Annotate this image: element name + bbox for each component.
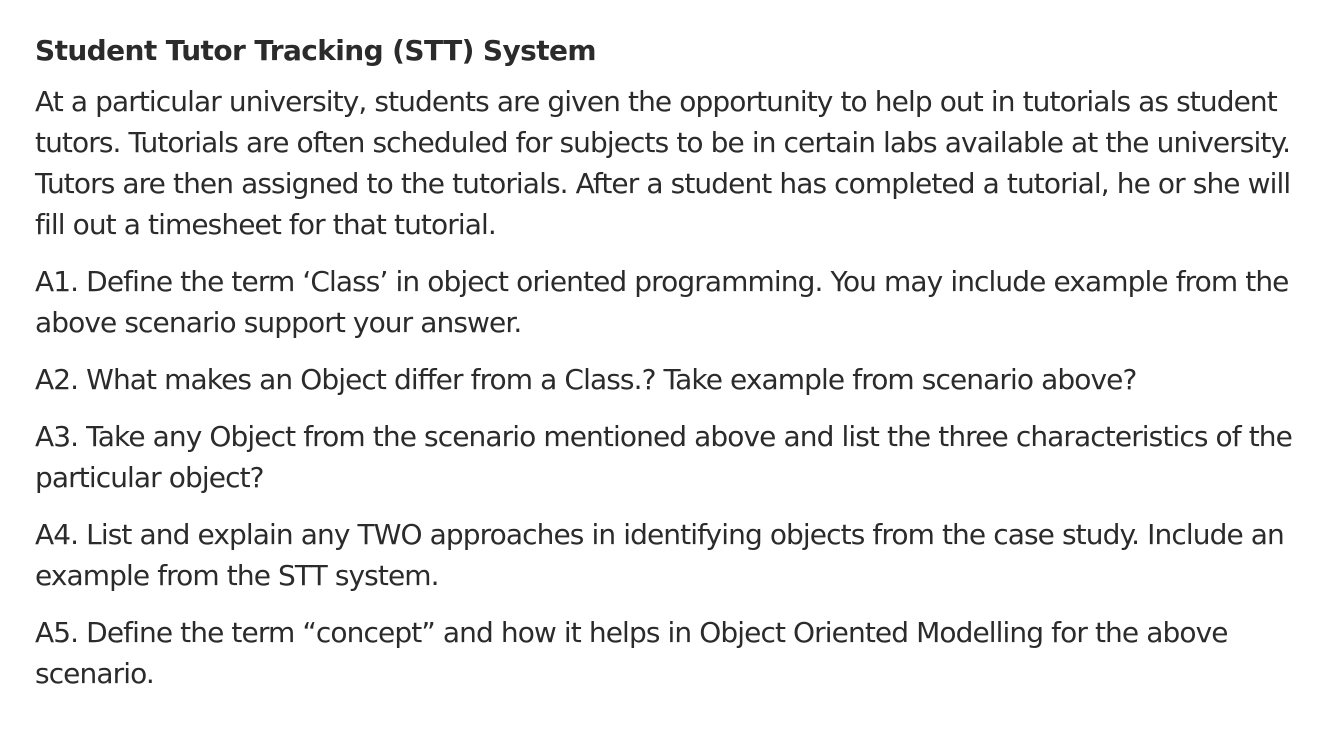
question-a3: A3. Take any Object from the scenario mentioned above and list the three characteristics of the particular object? [35, 420, 1292, 494]
question-a5: A5. Define the term “concept” and how it helps in Object Oriented Modelling for the above scenario. [35, 616, 1228, 690]
document-page [35, 31, 1295, 710]
question-a4: A4. List and explain any TWO approaches in identifying objects from the case study. Include an example from the STT system. [35, 518, 1284, 592]
document-title: Student Tutor Tracking (STT) System [35, 34, 596, 67]
intro-paragraph: At a particular university, students are given the opportunity to help out in tutorials as student tutors. Tutorials are often scheduled for subjects to be in certain labs available at the university. Tutors are then assigned to the tutorials. After a student has completed a tutorial, he or she will fill out a timesheet for that tutorial. [35, 85, 1291, 241]
question-a2: A2. What makes an Object differ from a Class.? Take example from scenario above? [35, 363, 1137, 396]
question-a1: A1. Define the term ‘Class’ in object oriented programming. You may include example from the above scenario support your answer. [35, 265, 1289, 339]
